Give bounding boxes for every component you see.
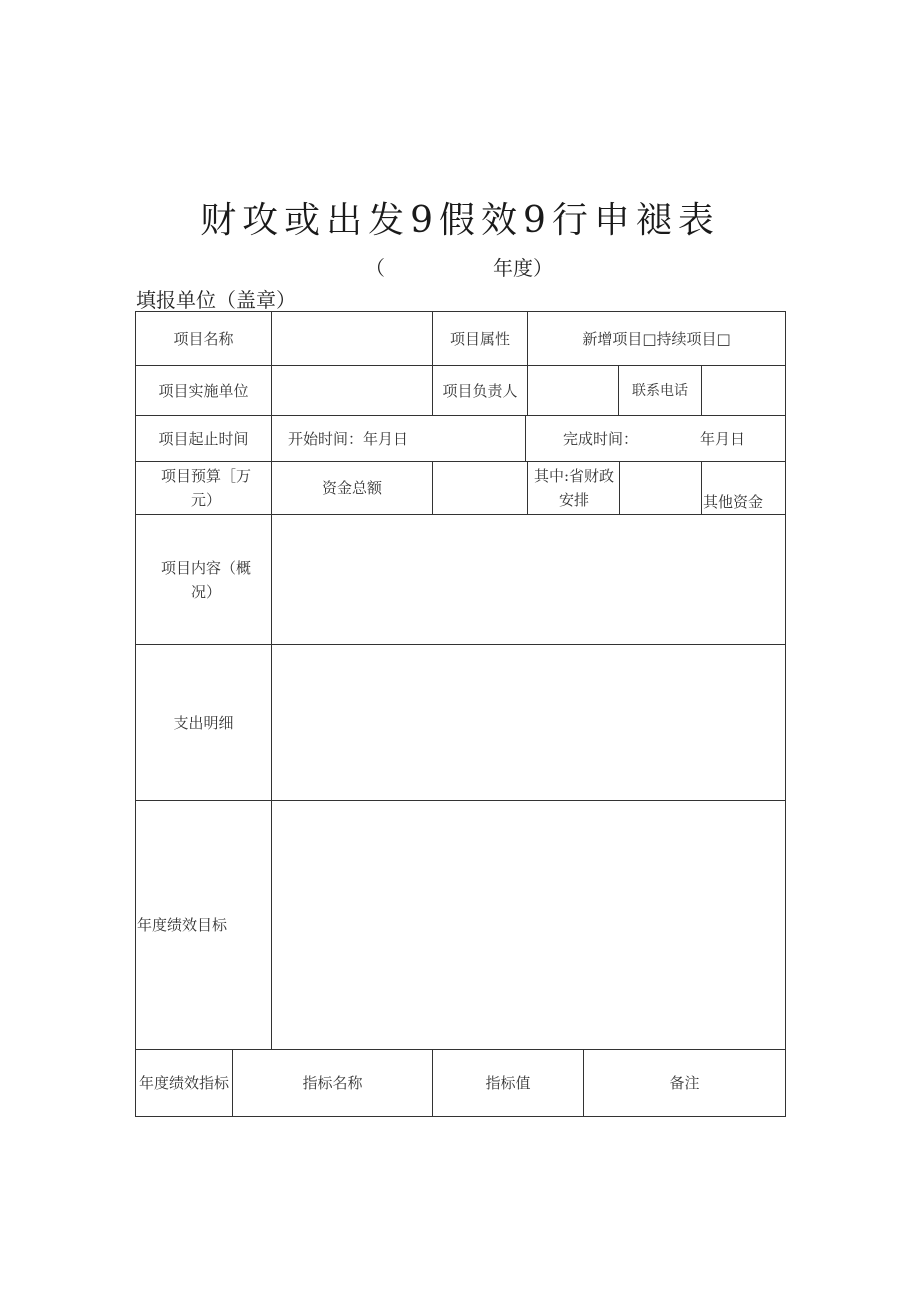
remark-label: 备注 [669, 1074, 700, 1092]
indicator-name-label: 指标名称 [302, 1074, 363, 1092]
content-label: 项目内容（概况） [160, 558, 251, 601]
col-divider [525, 415, 526, 461]
project-name-field[interactable] [272, 312, 432, 365]
start-time-field[interactable]: 开始时间：年月日 [288, 429, 409, 448]
end-time-value[interactable]: 年月日 [700, 429, 746, 448]
phone-field[interactable] [702, 366, 785, 415]
total-fund-label: 资金总额 [321, 479, 382, 497]
year-label: 年度） [493, 256, 553, 280]
annual-goal-field[interactable] [272, 801, 785, 1049]
project-attr-options[interactable]: 新增项目□持续项目□ [582, 329, 731, 348]
indicator-label: 年度绩效指标 [138, 1074, 229, 1092]
provincial-fund-field[interactable] [620, 462, 701, 514]
total-fund-field[interactable] [433, 462, 527, 514]
project-name-label: 项目名称 [173, 329, 234, 348]
year-open-paren: （ [365, 256, 385, 280]
content-field[interactable] [272, 515, 785, 644]
expense-label: 支出明细 [173, 713, 234, 732]
filler-unit-label: 填报单位（盖章） [136, 288, 296, 312]
col-divider [527, 461, 528, 514]
budget-label: 项目预算［万元） [160, 467, 251, 509]
period-label: 项目起止时间 [158, 429, 249, 448]
project-attr-label: 项目属性 [449, 329, 510, 348]
application-form-table [135, 311, 786, 1117]
impl-unit-field[interactable] [272, 366, 432, 415]
owner-field[interactable] [528, 366, 618, 415]
year-line [365, 252, 565, 280]
provincial-fund-label: 其中:省财政安排 [533, 467, 615, 509]
annual-goal-label: 年度绩效目标 [137, 916, 228, 934]
expense-field[interactable] [272, 645, 785, 800]
owner-label: 项目负责人 [442, 381, 518, 400]
phone-label: 联系电话 [632, 382, 688, 399]
impl-unit-label: 项目实施单位 [158, 381, 249, 400]
form-title: 财攻或出发9假效9行申褪表 [200, 200, 720, 241]
other-fund-label: 其他资金 [703, 493, 764, 511]
end-time-label: 完成时间： [563, 429, 639, 448]
indicator-value-label: 指标值 [485, 1074, 531, 1092]
